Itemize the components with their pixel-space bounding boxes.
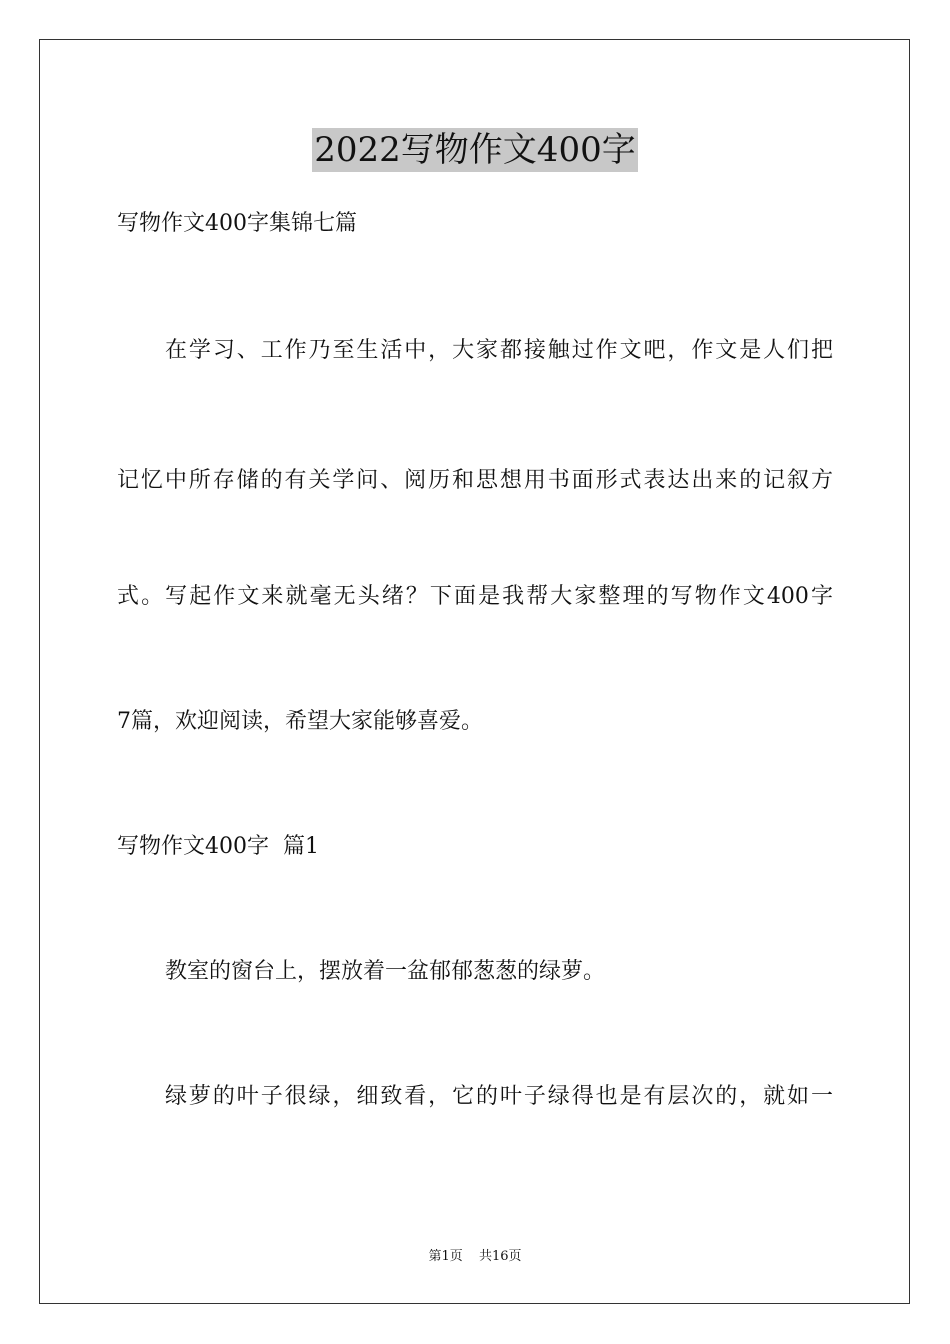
document-subtitle: 写物作文400字集锦七篇: [117, 211, 357, 236]
page-number-current: 第1页: [428, 1249, 463, 1264]
page-number-total: 共16页: [478, 1249, 522, 1264]
section-heading: 写物作文400字 篇1: [117, 834, 319, 859]
page-footer: [0, 1248, 950, 1266]
section-line-1: 教室的窗台上，摆放着一盆郁郁葱葱的绿萝。: [165, 959, 606, 984]
intro-line-2: 记忆中所存储的有关学问、阅历和思想用书面形式表达出来的记叙方: [117, 468, 833, 493]
title-container: [0, 128, 950, 172]
intro-line-4: 7篇，欢迎阅读，希望大家能够喜爱。: [117, 709, 483, 734]
document-title: 2022写物作文400字: [314, 130, 636, 170]
section-line-2: 绿萝的叶子很绿，细致看，它的叶子绿得也是有层次的，就如一: [165, 1084, 833, 1109]
intro-line-3: 式。写起作文来就毫无头绪？下面是我帮大家整理的写物作文400字: [117, 584, 833, 609]
intro-line-1: 在学习、工作乃至生活中，大家都接触过作文吧，作文是人们把: [165, 338, 833, 363]
